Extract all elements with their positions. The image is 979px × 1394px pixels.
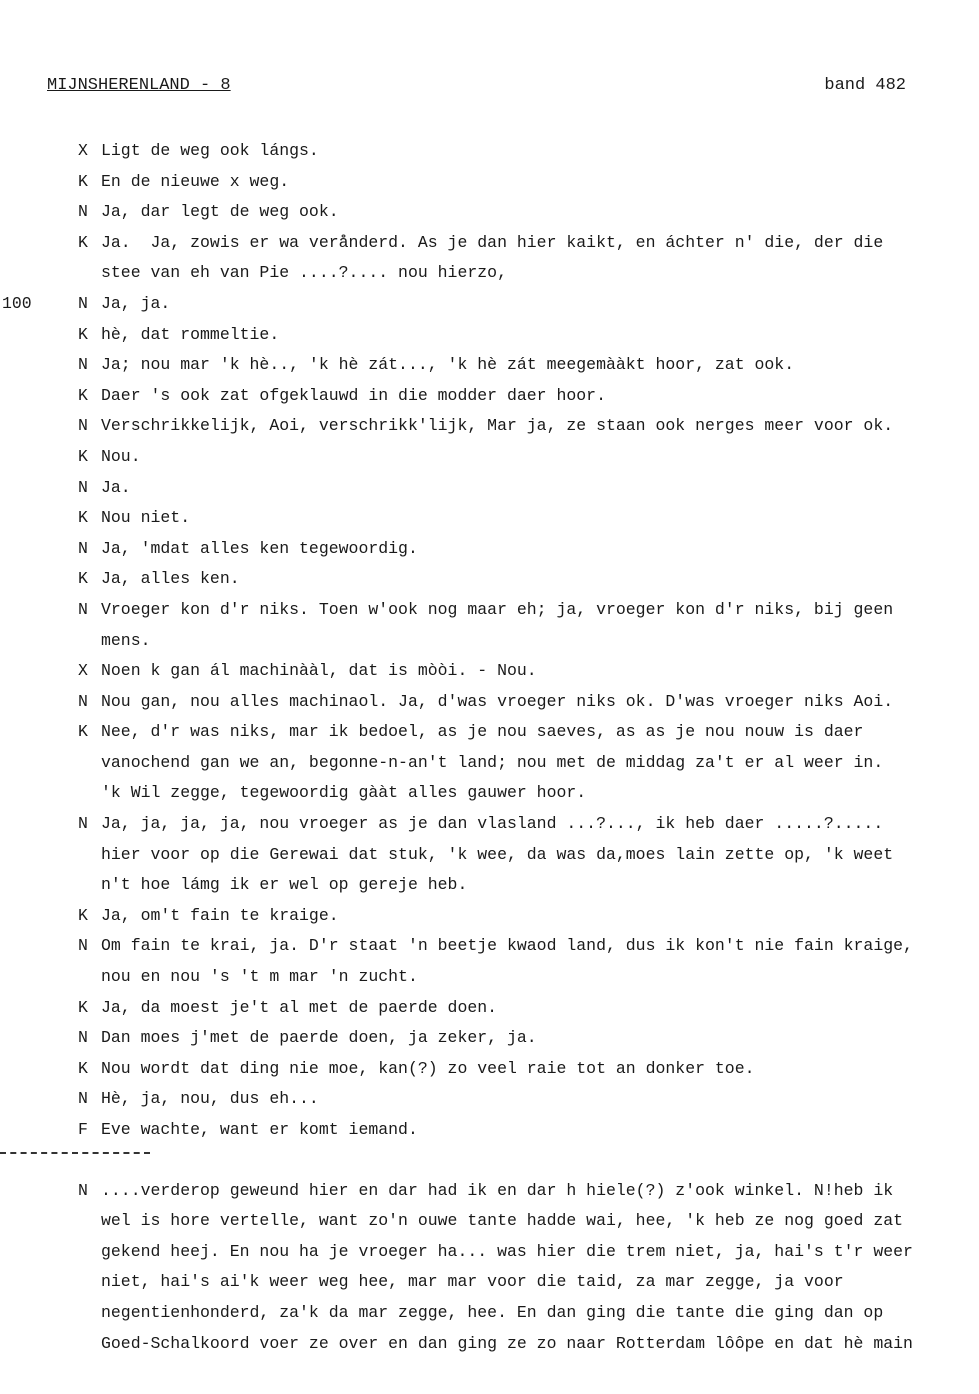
utterance-text: Om fain te krai, ja. D'r staat 'n beetje kwaod land, dus ik kon't nie fain kraige,	[101, 936, 913, 956]
transcript-line	[0, 656, 979, 687]
utterance-text: mens.	[101, 630, 151, 650]
transcript-line	[0, 350, 979, 381]
transcript-line	[0, 1115, 979, 1146]
utterance-text: ....verderop geweund hier en dar had ik en dar h hiele(?) z'ook winkel. N!heb ik	[101, 1180, 894, 1200]
transcript-line	[0, 1176, 979, 1207]
speaker-label: N	[78, 1180, 88, 1200]
utterance-text: Nou niet.	[101, 508, 191, 528]
speaker-label: K	[78, 385, 88, 405]
transcript-line	[0, 962, 979, 993]
transcript-line	[0, 503, 979, 534]
speaker-label: X	[78, 661, 88, 681]
transcript-line	[0, 748, 979, 779]
utterance-text: Goed-Schalkoord voer ze over en dan ging ze zo naar Rotterdam lôôpe en dat hè main	[101, 1333, 913, 1353]
speaker-label: N	[78, 202, 88, 222]
speaker-label: K	[78, 171, 88, 191]
speaker-label: N	[78, 691, 88, 711]
utterance-text: Hè, ja, nou, dus eh...	[101, 1089, 319, 1109]
speaker-label: K	[78, 905, 88, 925]
speaker-label: K	[78, 232, 88, 252]
utterance-text: stee van eh van Pie ....?.... nou hierzo,	[101, 263, 507, 283]
utterance-text: Daer 's ook zat ofgeklauwd in die modder daer hoor.	[101, 385, 606, 405]
utterance-text: Ja, ja, ja, ja, nou vroeger as je dan vlasland ...?..., ik heb daer .....?.....	[101, 814, 884, 834]
speaker-label: N	[78, 1089, 88, 1109]
band-number: band 482	[824, 76, 906, 95]
transcript-line	[0, 1206, 979, 1237]
utterance-text: Nou gan, nou alles machinaol. Ja, d'was vroeger niks ok. D'was vroeger niks Aoi.	[101, 691, 894, 711]
speaker-label: N	[78, 538, 88, 558]
utterance-text: Ja, om't fain te kraige.	[101, 905, 339, 925]
utterance-text: Nou.	[101, 446, 141, 466]
utterance-text: En de nieuwe x weg.	[101, 171, 290, 191]
transcript-line	[0, 626, 979, 657]
utterance-text: gekend heej. En nou ha je vroeger ha... was hier die trem niet, ja, hai's t'r weer	[101, 1241, 913, 1261]
transcript-line	[0, 167, 979, 198]
utterance-text: Ja, 'mdat alles ken tegewoordig.	[101, 538, 418, 558]
transcript-line	[0, 840, 979, 871]
transcript-line	[0, 442, 979, 473]
speaker-label: K	[78, 324, 88, 344]
speaker-label: N	[78, 1028, 88, 1048]
utterance-text: hier voor op die Gerewai dat stuk, 'k wee, da was da,moes lain zette op, 'k weet	[101, 844, 894, 864]
transcript-line	[0, 809, 979, 840]
utterance-text: Ja, dar legt de weg ook.	[101, 202, 339, 222]
speaker-label: K	[78, 722, 88, 742]
utterance-text: Eve wachte, want er komt iemand.	[101, 1120, 418, 1139]
transcript-line	[0, 1329, 979, 1360]
transcript-body	[0, 136, 979, 1359]
transcript-line	[0, 1084, 979, 1115]
speaker-label: N	[78, 355, 88, 375]
speaker-label: N	[78, 477, 88, 497]
utterance-text: Ja, ja.	[101, 293, 171, 313]
transcript-line	[0, 381, 979, 412]
utterance-text: Ja, da moest je't al met de paerde doen.	[101, 997, 498, 1017]
transcript-line	[0, 993, 979, 1024]
speaker-label: F	[78, 1120, 88, 1139]
transcript-line	[0, 289, 979, 320]
utterance-text: vanochend gan we an, begonne-n-an't land; nou met de middag za't er al weer in.	[101, 752, 884, 772]
utterance-text: hè, dat rommeltie.	[101, 324, 280, 344]
transcript-line	[0, 1267, 979, 1298]
speaker-label: K	[78, 997, 88, 1017]
speaker-label: K	[78, 1058, 88, 1078]
utterance-text: niet, hai's ai'k weer weg hee, mar mar voor die taid, za mar zegge, ja voor	[101, 1272, 844, 1292]
utterance-text: n't hoe lámg ik er wel op gereje heb.	[101, 875, 468, 895]
transcript-line	[0, 595, 979, 626]
transcript-line	[0, 320, 979, 351]
transcript-line	[0, 901, 979, 932]
speaker-label: K	[78, 508, 88, 528]
utterance-text: Noen k gan ál machinààl, dat is mòòi. - Nou.	[101, 661, 537, 681]
utterance-text: Verschrikkelijk, Aoi, verschrikk'lijk, Mar ja, ze staan ook nerges meer voor ok.	[101, 416, 894, 436]
utterance-text: nou en nou 's 't m mar 'n zucht.	[101, 967, 418, 987]
speaker-label: X	[78, 141, 88, 160]
utterance-text: negentienhonderd, za'k da mar zegge, hee. En dan ging die tante die ging dan op	[101, 1302, 884, 1322]
utterance-text: Nou wordt dat ding nie moe, kan(?) zo veel raie tot an donker toe.	[101, 1058, 755, 1078]
transcript-line	[0, 258, 979, 289]
transcript-line	[0, 136, 979, 167]
transcript-line	[0, 1023, 979, 1054]
utterance-text: Ja. Ja, zowis er wa verånderd. As je dan hier kaikt, en áchter n' die, der die	[101, 232, 884, 252]
transcript-line	[0, 717, 979, 748]
transcript-line	[0, 870, 979, 901]
transcript-line	[0, 228, 979, 259]
speaker-label: N	[78, 936, 88, 956]
transcript-line	[0, 411, 979, 442]
transcript-line	[0, 687, 979, 718]
utterance-text: Ligt de weg ook lángs.	[101, 141, 319, 160]
utterance-text: Ja, alles ken.	[101, 569, 240, 589]
utterance-text: Ja.	[101, 477, 131, 497]
dashed-rule	[0, 1152, 150, 1154]
section-separator	[0, 1146, 979, 1176]
page-title: MIJNSHERENLAND - 8	[47, 76, 231, 95]
transcript-line	[0, 1298, 979, 1329]
utterance-text: Vroeger kon d'r niks. Toen w'ook nog maar eh; ja, vroeger kon d'r niks, bij geen	[101, 599, 894, 619]
utterance-text: 'k Wil zegge, tegewoordig gààt alles gauwer hoor.	[101, 783, 587, 803]
speaker-label: N	[78, 416, 88, 436]
transcript-line	[0, 197, 979, 228]
speaker-label: N	[78, 599, 88, 619]
utterance-text: Nee, d'r was niks, mar ik bedoel, as je nou saeves, as as je nou nouw is daer	[101, 722, 864, 742]
speaker-label: N	[78, 814, 88, 834]
line-number: 100	[2, 293, 32, 313]
utterance-text: wel is hore vertelle, want zo'n ouwe tante hadde wai, hee, 'k heb ze nog goed zat	[101, 1211, 904, 1231]
speaker-label: K	[78, 569, 88, 589]
transcript-line	[0, 1237, 979, 1268]
transcript-line	[0, 1054, 979, 1085]
transcript-line	[0, 473, 979, 504]
transcript-line	[0, 564, 979, 595]
utterance-text: Dan moes j'met de paerde doen, ja zeker, ja.	[101, 1028, 537, 1048]
transcript-line	[0, 931, 979, 962]
utterance-text: Ja; nou mar 'k hè.., 'k hè zát..., 'k hè zát meegemààkt hoor, zat ook.	[101, 355, 795, 375]
speaker-label: N	[78, 293, 88, 313]
transcript-line	[0, 534, 979, 565]
speaker-label: K	[78, 446, 88, 466]
transcript-line	[0, 778, 979, 809]
